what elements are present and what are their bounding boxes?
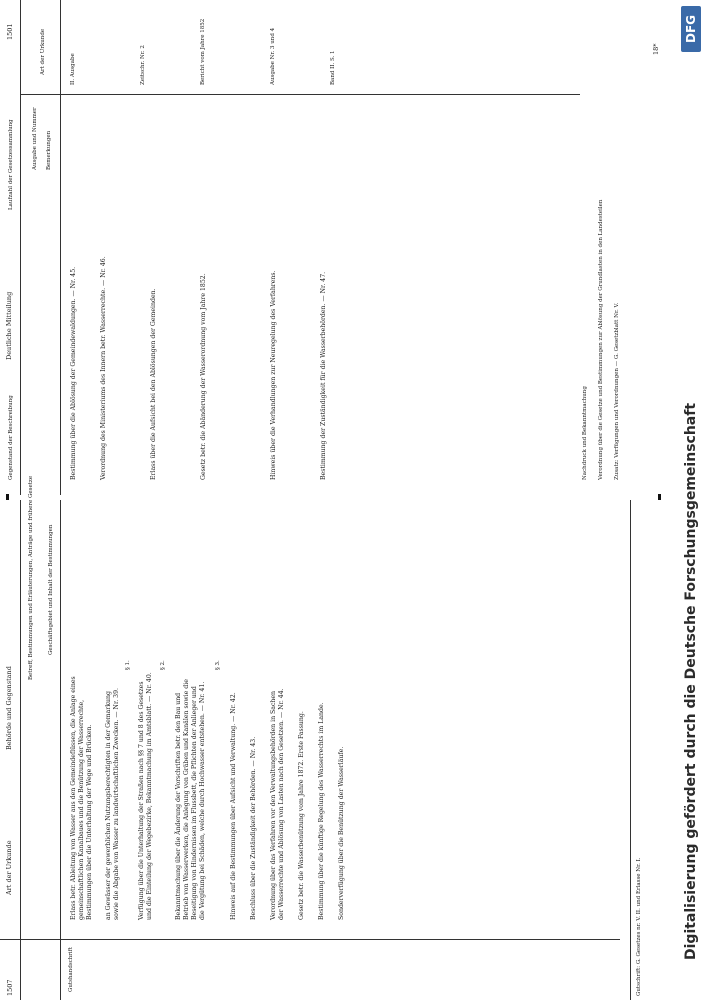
right-bottom-line-2: Verordnung über die Gesetze und Bestimmungen zur Ablösung der Grundlasten in den Landesteilen bbox=[598, 199, 604, 480]
right-note-1: II. Ausgabe bbox=[70, 53, 76, 85]
gutter-mark-top bbox=[6, 494, 9, 500]
right-header-rule bbox=[20, 0, 21, 495]
right-entry-4: Gesetz betr. die Abänderung der Wasserordnung vom Jahre 1852. bbox=[200, 273, 207, 480]
right-note-2: Zeitschr. Nr. 2 bbox=[140, 45, 146, 85]
left-footer-note: Gutschrift: G. Gesetzes nr. V. II. und Erlasse Nr. I. bbox=[636, 857, 642, 996]
dfg-banner bbox=[676, 0, 707, 1000]
right-column-header-b: Ausgabe und Nummer bbox=[32, 107, 38, 170]
dfg-banner-label: Digitalisierung gefördert durch die Deutsche Forschungsgemeinschaft bbox=[683, 402, 699, 960]
right-entry-5: Hinweis über die Verhandlungen zur Neuregelung des Verfahrens. bbox=[270, 270, 277, 480]
dfg-badge-text: DFG bbox=[684, 15, 698, 44]
header-rule-lower bbox=[60, 500, 61, 1000]
dfg-logo-icon bbox=[681, 6, 701, 52]
right-column-header-d: Art der Urkunde bbox=[40, 28, 46, 75]
right-header-rule-lower bbox=[60, 0, 61, 495]
content-column-title: Betreff, Bestimmungen und Erläuterungen, Anträge und frühere Gesetze bbox=[28, 475, 34, 680]
right-entry-6: Bestimmung der Zuständigkeit für die Wasserbehörden. — Nr. 47. bbox=[320, 271, 327, 480]
left-entry-8: Gesetz betr. die Wasserbenützung vom Jahre 1872. Erste Fassung. bbox=[298, 711, 305, 920]
right-bottom-line-1: Nachdruck und Bekanntmachung bbox=[582, 386, 588, 480]
header-rule bbox=[20, 500, 21, 1000]
gutter-mark-bottom bbox=[658, 494, 661, 500]
left-entry-7: Verordnung über das Verfahren vor den Verwaltungsbehörden in Sachen der Wasserrechte und Ablösung von Lasten nach den Gesetzen. — Nr. 44. bbox=[270, 688, 285, 920]
left-page-number: 1507 bbox=[6, 979, 14, 996]
right-note-4: Ausgabe Nr. 3 und 4 bbox=[270, 27, 276, 85]
doc-type-column-header: Art der Urkunde bbox=[5, 840, 13, 895]
left-entry-6: Beschluss über die Zuständigkeit der Behörden. — Nr. 43. bbox=[250, 736, 257, 920]
section-mark-2: § 2. bbox=[160, 660, 166, 670]
section-mark-3: § 3. bbox=[215, 660, 221, 670]
authority-column-header: Behörde und Gegenstand bbox=[5, 666, 13, 750]
left-entry-3: Verfügung über die Unterhaltung der Straßen nach §§ 7 und 8 des Gesetzes und die Einteilung der Wegebezirke, Bekanntmachung im Amtsblatt. — Nr. 40. bbox=[138, 672, 153, 920]
left-entry-10: Sonderverfügung über die Benützung der Wasserläufe. bbox=[338, 746, 345, 920]
right-left-column-header: Gegenstand der Beschreibung bbox=[8, 395, 14, 480]
right-column-header-a: Laufzahl der Gesetzessammlung bbox=[8, 119, 14, 210]
left-entry-9: Bestimmung über die künftige Regelung des Wasserrechts im Lande. bbox=[318, 702, 325, 920]
right-bottom-line-3: Zusatz: Verfügungen und Verordnungen — G. Gesetzblatt Nr. V. bbox=[614, 302, 620, 480]
content-column-subtitle: Geschäftsgebiet und Inhalt der Bestimmungen bbox=[48, 524, 54, 655]
column-rule-1 bbox=[0, 939, 620, 940]
left-entry-4: Bekanntmachung über die Änderung der Vorschriften betr. den Bau und Betrieb von Wasserwerken, die Anlegung von Gräben und Kanälen sowie die Beseitigung von Hindernissen im Flussbett, die Pflichten der Anlieger und die Vergütung bei Schäden, welche durch Hochwasser entstehen. — Nr. 41. bbox=[175, 679, 206, 920]
right-column-header-c: Bemerkungen bbox=[46, 130, 52, 170]
right-note-5: Band II. S. 1 bbox=[330, 50, 336, 85]
right-entry-2: Verordnung des Ministeriums des Innern betr. Wasserrechte. — Nr. 46. bbox=[100, 256, 107, 480]
right-entry-1: Bestimmung über die Ablösung der Gemeindewaldungen. — Nr. 45. bbox=[70, 266, 77, 480]
left-entry-5: Hinweis auf die Bestimmungen über Aufsicht und Verwaltung. — Nr. 42. bbox=[230, 692, 237, 920]
right-column-rule bbox=[20, 94, 580, 95]
section-mark-1: § 1. bbox=[125, 660, 131, 670]
sidebar-label: Gutshandschrift bbox=[68, 947, 74, 992]
right-note-3: Bericht vom Jahre 1852 bbox=[200, 18, 206, 85]
right-middle-column-header: Deutliche Mitteilung bbox=[5, 291, 13, 360]
right-page-number: 1501 bbox=[6, 23, 14, 40]
right-folio: 18* bbox=[652, 43, 660, 55]
footer-rule bbox=[630, 500, 631, 1000]
left-entry-1: Erlass betr. Ableitung von Wasser aus den Gemeindeflüssen, die Anlage eines gemeinschaftlichen Kanalbaues und die Benützung der Wasserrechte, Bestimmungen über die Unterhaltung der Wege und Brücken. bbox=[70, 676, 93, 920]
left-entry-2: an Gewässer der gewerblichen Nutzungsberechtigten in der Gemarkung sowie die Abgabe von Wasser zu landwirtschaftlichen Zwecken. — Nr. 39. bbox=[105, 688, 120, 920]
right-entry-3: Erlass über die Aufsicht bei den Ablösungen der Gemeinden. bbox=[150, 288, 157, 480]
